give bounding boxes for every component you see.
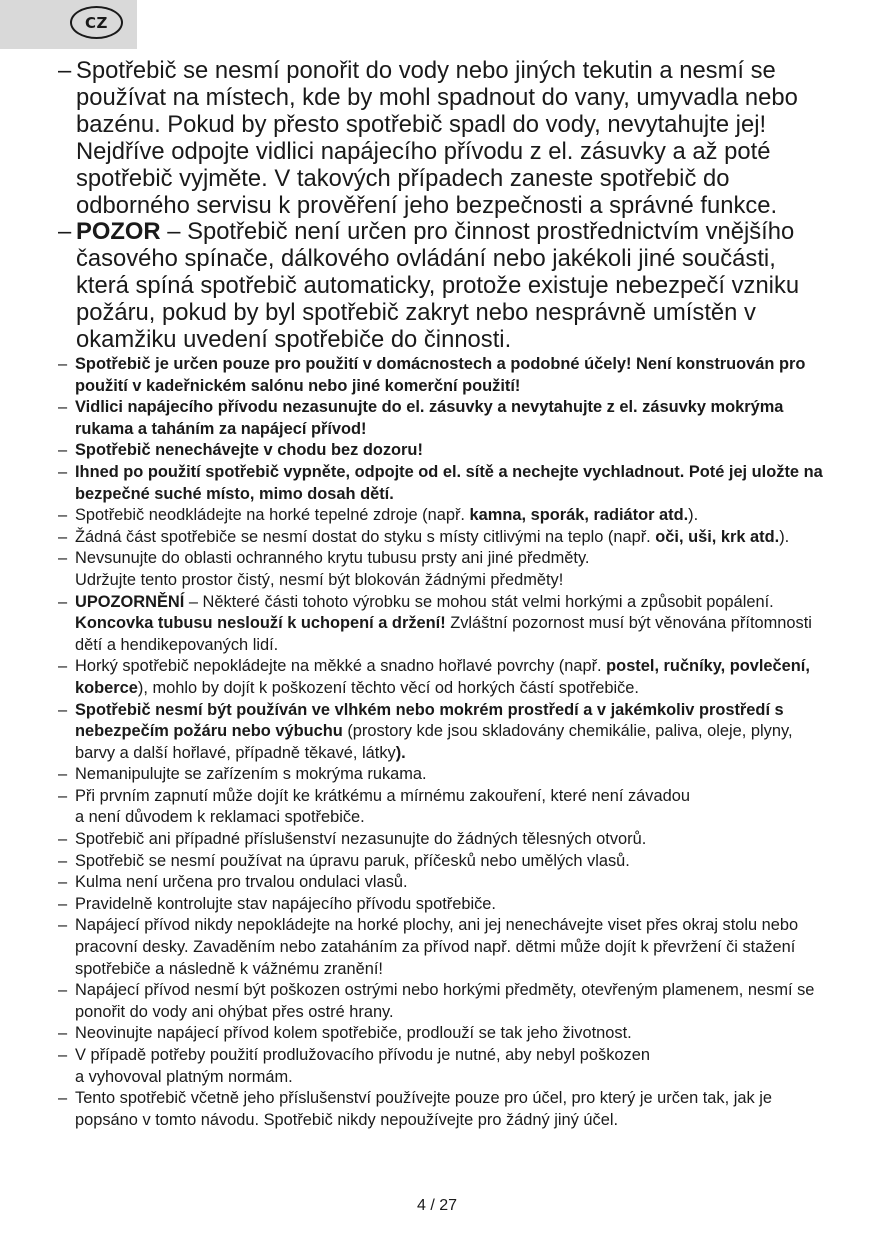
item-text: Napájecí přívod nesmí být poškozen ostrými nebo horkými předměty, otevřeným plamenem, nesmí se ponořit do vody ani ohýbat přes ostré hrany. (75, 981, 815, 1021)
item-text: ), mohlo by dojít k poškození těchto věcí od horkých částí spotřebiče. (137, 678, 639, 697)
bullet-dash: – (58, 981, 68, 1000)
safety-list-large (58, 58, 828, 354)
bold-text: oči, uši, krk atd. (655, 527, 780, 546)
bullet-dash: – (58, 786, 68, 805)
bold-text: Spotřebič nesmí být používán ve vlhkém nebo mokrém prostředí a v jakémkoliv prostředí s nebezpečím požáru nebo výbuchu (75, 700, 784, 741)
item-text: Pravidelně kontrolujte stav napájecího přívodu spotřebiče. (75, 894, 496, 913)
safety-list-small (58, 354, 828, 1131)
bullet-dash: – (58, 894, 68, 913)
list-item (58, 1045, 828, 1088)
bullet-dash: – (58, 592, 68, 611)
list-item (58, 58, 828, 219)
list-item (58, 1023, 828, 1045)
bullet-dash: – (58, 398, 68, 417)
bold-text: Vidlici napájecího přívodu nezasunujte do el. zásuvky a nevytahujte z el. zásuvky mokrýma rukama a taháním za napájecí přívod! (75, 398, 784, 438)
list-item (58, 700, 828, 765)
item-text: Udržujte tento prostor čistý, nesmí být blokován žádnými předměty! (75, 570, 564, 589)
item-text: – Spotřebič není určen pro činnost prostřednictvím vnějšího časového spínače, dálkového ovládání nebo jakékoli jiné součásti, která spíná spotřebič automaticky, protože existuje nebezpečí vzniku požáru, pokud by byl spotřebič zakryt nebo nesprávně umístěn v okamžiku uvedení spotřebiče do činnosti. (76, 218, 800, 354)
bullet-dash: – (58, 441, 68, 460)
bullet-dash: – (58, 549, 68, 568)
list-item (58, 1088, 828, 1131)
language-tab (0, 0, 137, 49)
bullet-dash: – (58, 700, 68, 719)
bold-text: POZOR (76, 218, 161, 246)
item-text: – Některé části tohoto výrobku se mohou stát velmi horkými a způsobit popálení. (184, 592, 774, 611)
bold-text: UPOZORNĚNÍ (75, 592, 185, 611)
list-item (58, 915, 828, 980)
bullet-dash: – (58, 1046, 68, 1064)
list-item (58, 872, 828, 894)
bullet-dash: – (58, 851, 68, 870)
list-item (58, 786, 828, 829)
list-item (58, 656, 828, 699)
bullet-dash: – (58, 1089, 68, 1108)
item-text: ). (779, 527, 790, 546)
bold-text: Ihned po použití spotřebič vypněte, odpojte od el. sítě a nechejte vychladnout. Poté jej uložte na bezpečné suché místo, mimo dosah dětí. (75, 462, 823, 503)
item-text: (prostory kde jsou skladovány chemikálie, paliva, oleje, plyny, barvy a další hořlavé, případně těkavé, látky (75, 722, 793, 762)
item-text: V případě potřeby použití prodlužovacího přívodu je nutné, aby nebyl poškozen (75, 1046, 650, 1064)
item-text: Spotřebič neodkládejte na horké tepelné zdroje (např. (75, 506, 470, 525)
bold-text: kamna, sporák, radiátor atd. (469, 506, 689, 525)
item-text: Spotřebič ani případné příslušenství nezasunujte do žádných tělesných otvorů. (75, 830, 647, 849)
item-text: ). (688, 506, 699, 525)
bold-text: Spotřebič je určen pouze pro použití v domácnostech a podobné účely! Není konstruován pro použití v kadeřnickém salónu nebo jiné komerční použití! (75, 355, 806, 395)
item-text: Kulma není určena pro trvalou ondulaci vlasů. (75, 873, 408, 892)
bold-text: Koncovka tubusu neslouží k uchopení a držení! (75, 614, 446, 633)
item-text: Spotřebič se nesmí používat na úpravu paruk, příčesků nebo umělých vlasů. (75, 851, 630, 870)
item-text: Zvláštní pozornost musí být věnována přítomnosti dětí a hendikepovaných lidí. (75, 614, 812, 654)
bullet-dash: – (58, 57, 72, 84)
bullet-dash: – (58, 916, 68, 935)
bold-text: postel, ručníky, povlečení, koberce (75, 657, 810, 697)
list-item (58, 527, 828, 549)
item-text: Neovinujte napájecí přívod kolem spotřebiče, prodlouží se tak jeho životnost. (75, 1024, 632, 1043)
list-item (58, 354, 828, 397)
list-item (58, 440, 828, 462)
item-text: Tento spotřebič včetně jeho příslušenství používejte pouze pro účel, pro který je určen tak, jak je popsáno v tomto návodu. Spotřebič nikdy nepoužívejte pro žádný jiný účel. (75, 1089, 772, 1129)
bullet-dash: – (58, 218, 72, 246)
bullet-dash: – (58, 1024, 68, 1043)
list-item (58, 548, 828, 591)
list-item (58, 219, 828, 354)
list-item (58, 764, 828, 786)
list-item (58, 397, 828, 440)
item-text: Horký spotřebič nepokládejte na měkké a snadno hořlavé povrchy (např. (75, 657, 607, 676)
bullet-dash: – (58, 355, 68, 373)
list-item (58, 980, 828, 1023)
item-text: Při prvním zapnutí může dojít ke krátkému a mírnému zakouření, které není závadou (75, 786, 690, 805)
bullet-dash: – (58, 657, 68, 676)
bullet-dash: – (58, 873, 68, 892)
list-item (58, 829, 828, 851)
list-item (58, 462, 828, 505)
bullet-dash: – (58, 506, 68, 525)
item-text: a není důvodem k reklamaci spotřebiče. (75, 808, 365, 827)
item-text: Žádná část spotřebiče se nesmí dostat do styku s místy citlivými na teplo (např. (75, 527, 656, 546)
language-badge: CZ (70, 6, 123, 39)
bullet-dash: – (58, 765, 68, 784)
bold-text: ). (395, 743, 406, 762)
item-text: a vyhovoval platným normám. (75, 1067, 293, 1086)
item-text: Napájecí přívod nikdy nepokládejte na horké plochy, ani jej nenechávejte viset přes okraj stolu nebo pracovní desky. Zavaděním nebo zataháním za přívod např. dětmi může dojít k převržení či stažení spotřebiče a následně k vážnému zranění! (75, 916, 799, 978)
item-text: Spotřebič se nesmí ponořit do vody nebo jiných tekutin a nesmí se používat na místech, kde by mohl spadnout do vany, umyvadla nebo bazénu. Pokud by přesto spotřebič spadl do vody, nevytahujte jej! Nejdříve odpojte vidlici napájecího přívodu z el. zásuvky a až poté spotřebič vyjměte. V takových případech zaneste spotřebič do odborného servisu k prověření jeho bezpečnosti a správné funkce. (76, 57, 798, 219)
list-item (58, 894, 828, 916)
item-text: Nevsunujte do oblasti ochranného krytu tubusu prsty ani jiné předměty. (75, 549, 590, 568)
bullet-dash: – (58, 462, 68, 481)
list-item (58, 851, 828, 873)
list-item (58, 505, 828, 527)
list-item (58, 592, 828, 657)
page-number: 4 / 27 (416, 1197, 458, 1214)
bullet-dash: – (58, 527, 68, 546)
bold-text: Spotřebič nenechávejte v chodu bez dozoru! (75, 441, 423, 460)
bullet-dash: – (58, 830, 68, 849)
item-text: Nemanipulujte se zařízením s mokrýma rukama. (75, 765, 427, 784)
